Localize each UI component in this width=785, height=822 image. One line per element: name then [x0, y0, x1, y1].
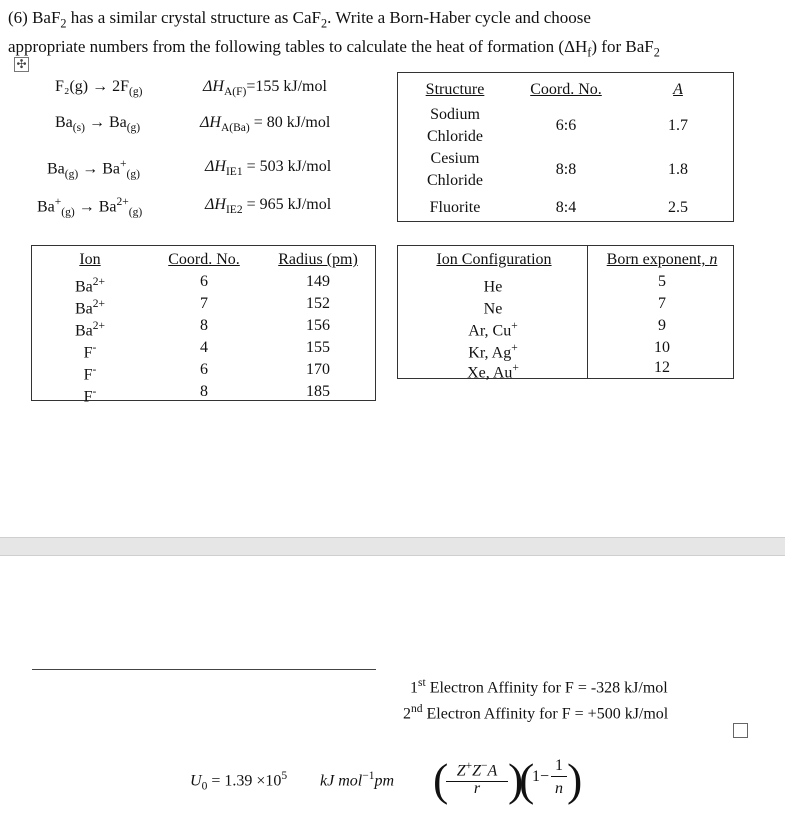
right-paren: ) — [508, 754, 524, 805]
structure-coord: 6:6 — [555, 117, 577, 134]
structure-a-value: 1.7 — [668, 117, 688, 134]
born-config: Xe, Au+ — [467, 362, 519, 382]
question-line-1: (6) BaF$_2$ has a similar crystal structure as CaF$_2$. Write a Born-Haber cycle and choose — [8, 8, 591, 31]
reaction-ionization-1: $Ba_{(g)} \to Ba^+_{(g)}$ $\Delta H_{IE1} = 503$ kJ/mol — [47, 158, 332, 181]
structure-a-value: 1.8 — [668, 161, 688, 178]
radius-ion: $Ba^{2+}$ — [74, 276, 106, 296]
reaction-ionization-2: $Ba^+_{(g)} \to Ba^{2+}_{(g)}$ $\Delta H_{IE2} = 965$ kJ/mol — [37, 196, 332, 219]
formula-units: kJ mol$^{-1}$pm — [320, 770, 395, 790]
structure-header-coord: Coord. No. — [530, 81, 602, 98]
radius-ion: $Ba^{2+}$ — [74, 298, 106, 318]
right-paren: ) — [567, 754, 583, 805]
question-line-2: appropriate numbers from the following tables to calculate the heat of formation $(\Delta H_f)$ for BaF$_2$ — [8, 37, 660, 60]
fraction-numerator: 1 — [551, 756, 567, 777]
radius-value: 155 — [306, 339, 330, 356]
structure-table — [397, 72, 734, 222]
structure-header-structure: Structure — [425, 81, 485, 98]
structure-coord: 8:8 — [555, 161, 577, 178]
formula-denominator: r — [473, 780, 481, 797]
structure-name: Cesium — [430, 150, 480, 167]
radius-value: 185 — [306, 383, 330, 400]
formula-one-minus: 1− — [532, 768, 550, 785]
radius-ion: F- — [83, 342, 97, 362]
born-n: 5 — [658, 273, 666, 290]
move-anchor-icon[interactable]: ✣ — [14, 57, 29, 72]
radius-cn: 8 — [200, 383, 208, 400]
structure-name: Chloride — [427, 128, 483, 145]
radius-ion: $Ba^{2+}$ — [74, 320, 106, 340]
page-break-separator — [0, 537, 785, 556]
radius-header-ion: Ion — [79, 251, 101, 268]
radius-ion: F- — [83, 386, 97, 406]
electron-affinity-2: 2nd Electron Affinity for F = +500 kJ/mol — [403, 703, 669, 723]
born-config: Ne — [483, 300, 503, 318]
checkbox[interactable] — [733, 723, 748, 738]
radius-value: 170 — [306, 361, 330, 378]
structure-name: Chloride — [427, 172, 483, 189]
radius-header-radius: Radius (pm) — [278, 251, 358, 268]
born-header-config: Ion Configuration — [436, 251, 552, 268]
born-config: Kr, Ag+ — [468, 342, 518, 362]
radius-cn: 8 — [200, 317, 208, 334]
structure-header-a: A — [673, 81, 683, 98]
radius-value: 152 — [306, 295, 330, 312]
radius-header-coord: Coord. No. — [168, 251, 240, 268]
fraction-denominator: n — [555, 780, 563, 797]
electron-affinity-1: 1st Electron Affinity for F = -328 kJ/mol — [410, 677, 668, 697]
reaction-atomization-f: $F_2(g) \to 2F_{(g)}$ $\Delta H_{A(F)}=155$ kJ/mol — [55, 78, 327, 99]
radius-cn: 7 — [200, 295, 208, 312]
reaction-atomization-ba: $Ba_{(s)} \to Ba_{(g)}$ $\Delta H_{A(Ba)} = 80$ kJ/mol — [55, 114, 331, 135]
formula-numerator: Z+Z−A — [446, 756, 508, 782]
born-n: 12 — [654, 359, 670, 376]
left-paren: ( — [433, 754, 449, 805]
structure-name: Fluorite — [429, 199, 481, 216]
born-exponent-table — [397, 245, 734, 382]
born-n: 10 — [654, 339, 670, 356]
structure-name: Sodium — [430, 106, 480, 123]
radius-cn: 4 — [200, 339, 208, 356]
born-header-exponent: Born exponent, n — [606, 251, 718, 268]
radius-value: 149 — [306, 273, 330, 290]
horizontal-rule — [32, 669, 376, 670]
radius-cn: 6 — [200, 273, 208, 290]
born-n: 7 — [658, 295, 666, 312]
radius-value: 156 — [306, 317, 330, 334]
radius-ion: F- — [83, 364, 97, 384]
born-config: Ar, Cu+ — [468, 320, 518, 340]
structure-a-value: 2.5 — [668, 199, 688, 216]
structure-coord: 8:4 — [555, 199, 577, 216]
born-n: 9 — [658, 317, 666, 334]
question-text — [8, 6, 778, 65]
radius-cn: 6 — [200, 361, 208, 378]
born-config: He — [483, 278, 503, 296]
formula-lhs: $U_0 = 1.39 \times 10^5$ — [190, 770, 288, 793]
column-divider — [587, 246, 588, 378]
left-paren: ( — [519, 754, 535, 805]
radius-table — [31, 245, 376, 406]
